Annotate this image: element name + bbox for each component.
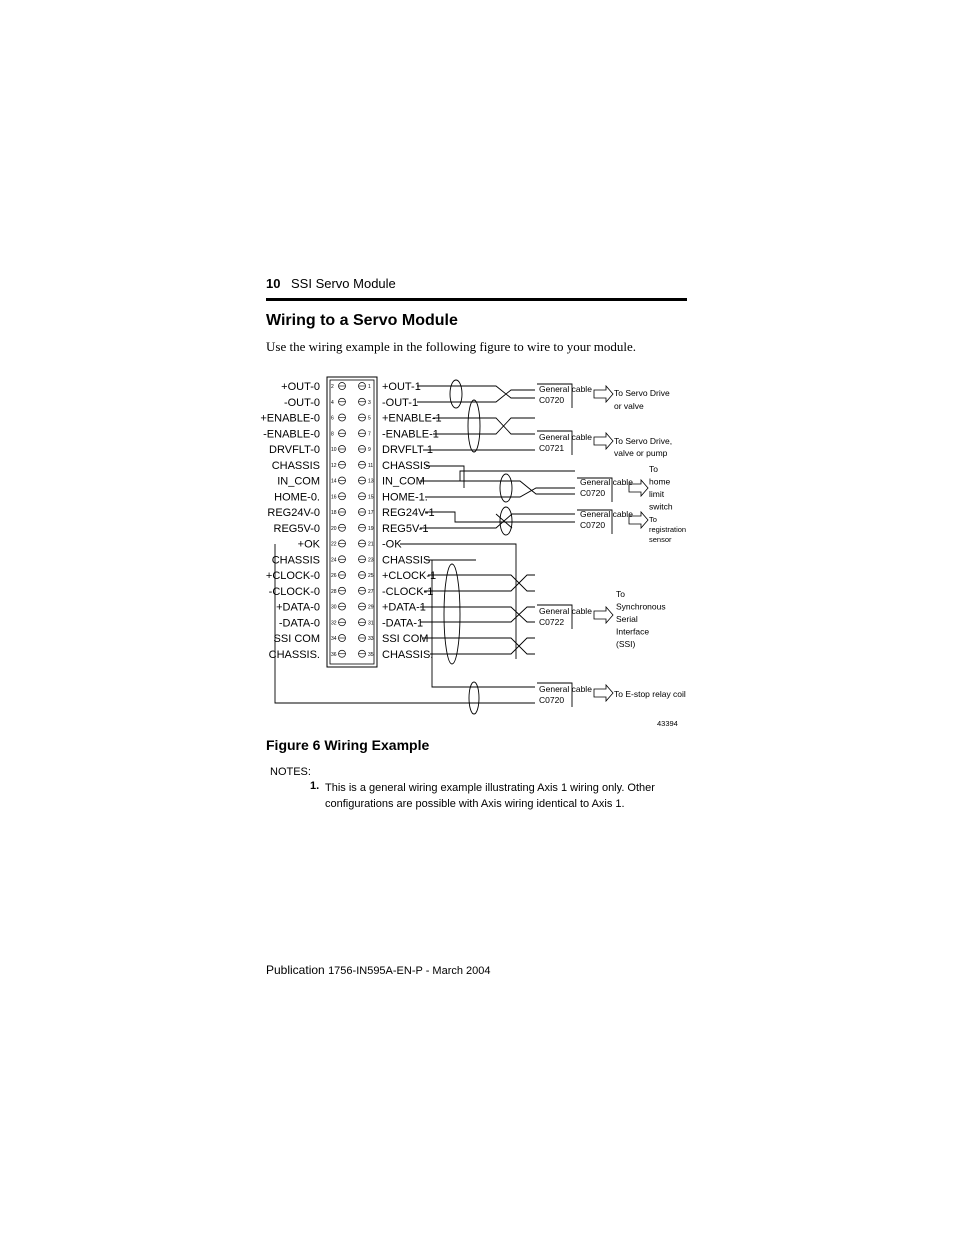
right-pin-number: 7 — [368, 431, 371, 438]
right-pin-number: 35 — [368, 651, 374, 658]
left-signal-label: +ENABLE-0 — [260, 412, 320, 425]
figure-id: 43394 — [657, 719, 678, 728]
left-signal-label: +OK — [297, 538, 320, 551]
destination-1: To Servo Drive or valve — [614, 388, 670, 411]
left-signal-label: CHASSIS — [271, 459, 320, 472]
left-pin-number: 30 — [331, 604, 337, 611]
cable-code-2: C0721 — [539, 443, 565, 453]
right-signal-label: CHASSIS — [382, 554, 431, 567]
right-signal-label: -OK — [382, 538, 402, 551]
left-signal-label: -DATA-0 — [278, 617, 320, 630]
left-pin-number: 34 — [331, 636, 337, 642]
left-pin-number: 18 — [331, 510, 337, 516]
left-pin-number: 12 — [331, 462, 337, 469]
right-pin-number: 25 — [368, 573, 374, 579]
right-signal-label: DRVFLT-1 — [382, 444, 433, 456]
cable-code-5: C0722 — [539, 617, 565, 627]
cable-label-2: General cable — [539, 432, 592, 442]
left-signal-label: -CLOCK-0 — [268, 585, 320, 598]
left-pin-number: 14 — [331, 478, 337, 485]
right-pin-number: 19 — [368, 525, 374, 532]
left-pin-number: 16 — [331, 494, 337, 501]
cable-code-1: C0720 — [539, 395, 565, 405]
publication-number: 1756-IN595A-EN-P - March 2004 — [328, 965, 491, 977]
left-signal-label: CHASSIS. — [268, 648, 320, 661]
right-pin-number: 31 — [368, 620, 374, 627]
right-signal-label: HOME-1. — [382, 491, 428, 504]
cable-label-3: General cable — [580, 477, 633, 487]
right-pin-number: 3 — [368, 399, 371, 406]
right-pin-number: 5 — [368, 415, 371, 422]
note-number: 1. — [310, 780, 320, 792]
cable-label-6: General cable — [539, 684, 592, 694]
left-signal-label: HOME-0. — [274, 491, 320, 504]
right-pin-number: 15 — [368, 494, 374, 501]
right-pin-number: 9 — [368, 447, 371, 453]
left-pin-number: 20 — [331, 525, 337, 532]
running-title: SSI Servo Module — [291, 276, 396, 291]
right-signal-label: -ENABLE-1 — [382, 428, 439, 441]
left-signal-label: IN_COM — [277, 475, 320, 488]
cable-code-3: C0720 — [580, 488, 606, 498]
right-signal-label: REG24V-1 — [382, 507, 435, 519]
right-signal-label: +OUT-1 — [382, 381, 421, 393]
right-pin-number: 27 — [368, 588, 374, 595]
left-pin-number: 22 — [331, 541, 337, 548]
left-signal-label: REG24V-0 — [267, 507, 320, 519]
notes-label: NOTES: — [270, 766, 311, 778]
right-pin-number: 33 — [368, 636, 374, 642]
right-pin-number: 1 — [368, 384, 371, 390]
left-signal-label: SSI COM — [273, 633, 320, 645]
left-signal-label: -ENABLE-0 — [263, 428, 320, 441]
cable-code-4: C0720 — [580, 520, 606, 530]
left-pin-number: 8 — [331, 431, 334, 438]
left-pin-number: 4 — [331, 399, 334, 406]
cable-label-5: General cable — [539, 606, 592, 616]
right-signal-label: +DATA-1 — [382, 601, 426, 614]
right-signal-label: -OUT-1 — [382, 396, 419, 409]
cable-label-4: General cable — [580, 509, 633, 519]
cable-arrows — [594, 386, 648, 701]
left-pin-number: 32 — [331, 620, 337, 627]
left-signal-label: DRVFLT-0 — [269, 444, 320, 456]
left-pin-number: 10 — [331, 447, 337, 453]
section-title: Wiring to a Servo Module — [266, 312, 458, 329]
left-pin-number: 6 — [331, 415, 334, 422]
right-signal-label: -CLOCK-1 — [382, 585, 434, 598]
right-signal-label: CHASSIS. — [382, 648, 434, 661]
footer-label: Publication — [266, 963, 325, 977]
cable-code-6: C0720 — [539, 695, 565, 705]
destination-3: To home limit switch — [649, 464, 673, 512]
note-text: This is a general wiring example illustrating Axis 1 wiring only. Other configurations are possible with Axis wiring identical to Axis 1. — [325, 782, 655, 810]
cable-label-1: General cable — [539, 384, 592, 394]
left-signal-label: -OUT-0 — [283, 396, 320, 409]
destination-4: To registration sensor — [649, 515, 687, 544]
right-signal-label: -DATA-1 — [382, 617, 424, 630]
right-pin-number: 13 — [368, 478, 374, 485]
right-pin-number: 11 — [368, 462, 374, 469]
figure-caption: Figure 6 Wiring Example — [266, 737, 430, 753]
right-pin-number: 17 — [368, 510, 374, 516]
left-pin-number: 28 — [331, 588, 337, 595]
left-signal-label: +CLOCK-0 — [265, 570, 320, 582]
left-pin-number: 36 — [331, 651, 337, 658]
right-pin-number: 23 — [368, 557, 374, 564]
right-pin-number: 29 — [368, 604, 374, 611]
destination-2: To Servo Drive, valve or pump — [614, 436, 673, 458]
left-pin-number: 2 — [331, 384, 334, 390]
footer — [266, 963, 491, 977]
left-signal-label: +DATA-0 — [276, 601, 320, 614]
intro-text: Use the wiring example in the following figure to wire to your module. — [266, 339, 637, 354]
right-signal-label: IN_COM — [382, 475, 425, 488]
wire-routing — [275, 380, 612, 714]
left-pin-number: 24 — [331, 557, 337, 564]
left-signal-label: +OUT-0 — [281, 381, 320, 393]
right-signal-label: REG5V-1 — [382, 522, 429, 535]
right-pin-number: 21 — [368, 541, 374, 548]
right-signal-label: +CLOCK-1 — [382, 570, 437, 582]
page-number: 10 — [266, 276, 281, 291]
destination-6: To E-stop relay coil — [614, 689, 686, 699]
destination-5: To Synchronous Serial Interface (SSI) — [616, 589, 666, 649]
left-signal-label: CHASSIS — [271, 554, 320, 567]
right-signal-label: CHASSIS — [382, 459, 431, 472]
right-signal-label: SSI COM — [382, 633, 429, 645]
right-signal-label: +ENABLE-1 — [382, 412, 442, 425]
left-signal-label: REG5V-0 — [273, 522, 320, 535]
left-pin-number: 26 — [331, 573, 337, 579]
